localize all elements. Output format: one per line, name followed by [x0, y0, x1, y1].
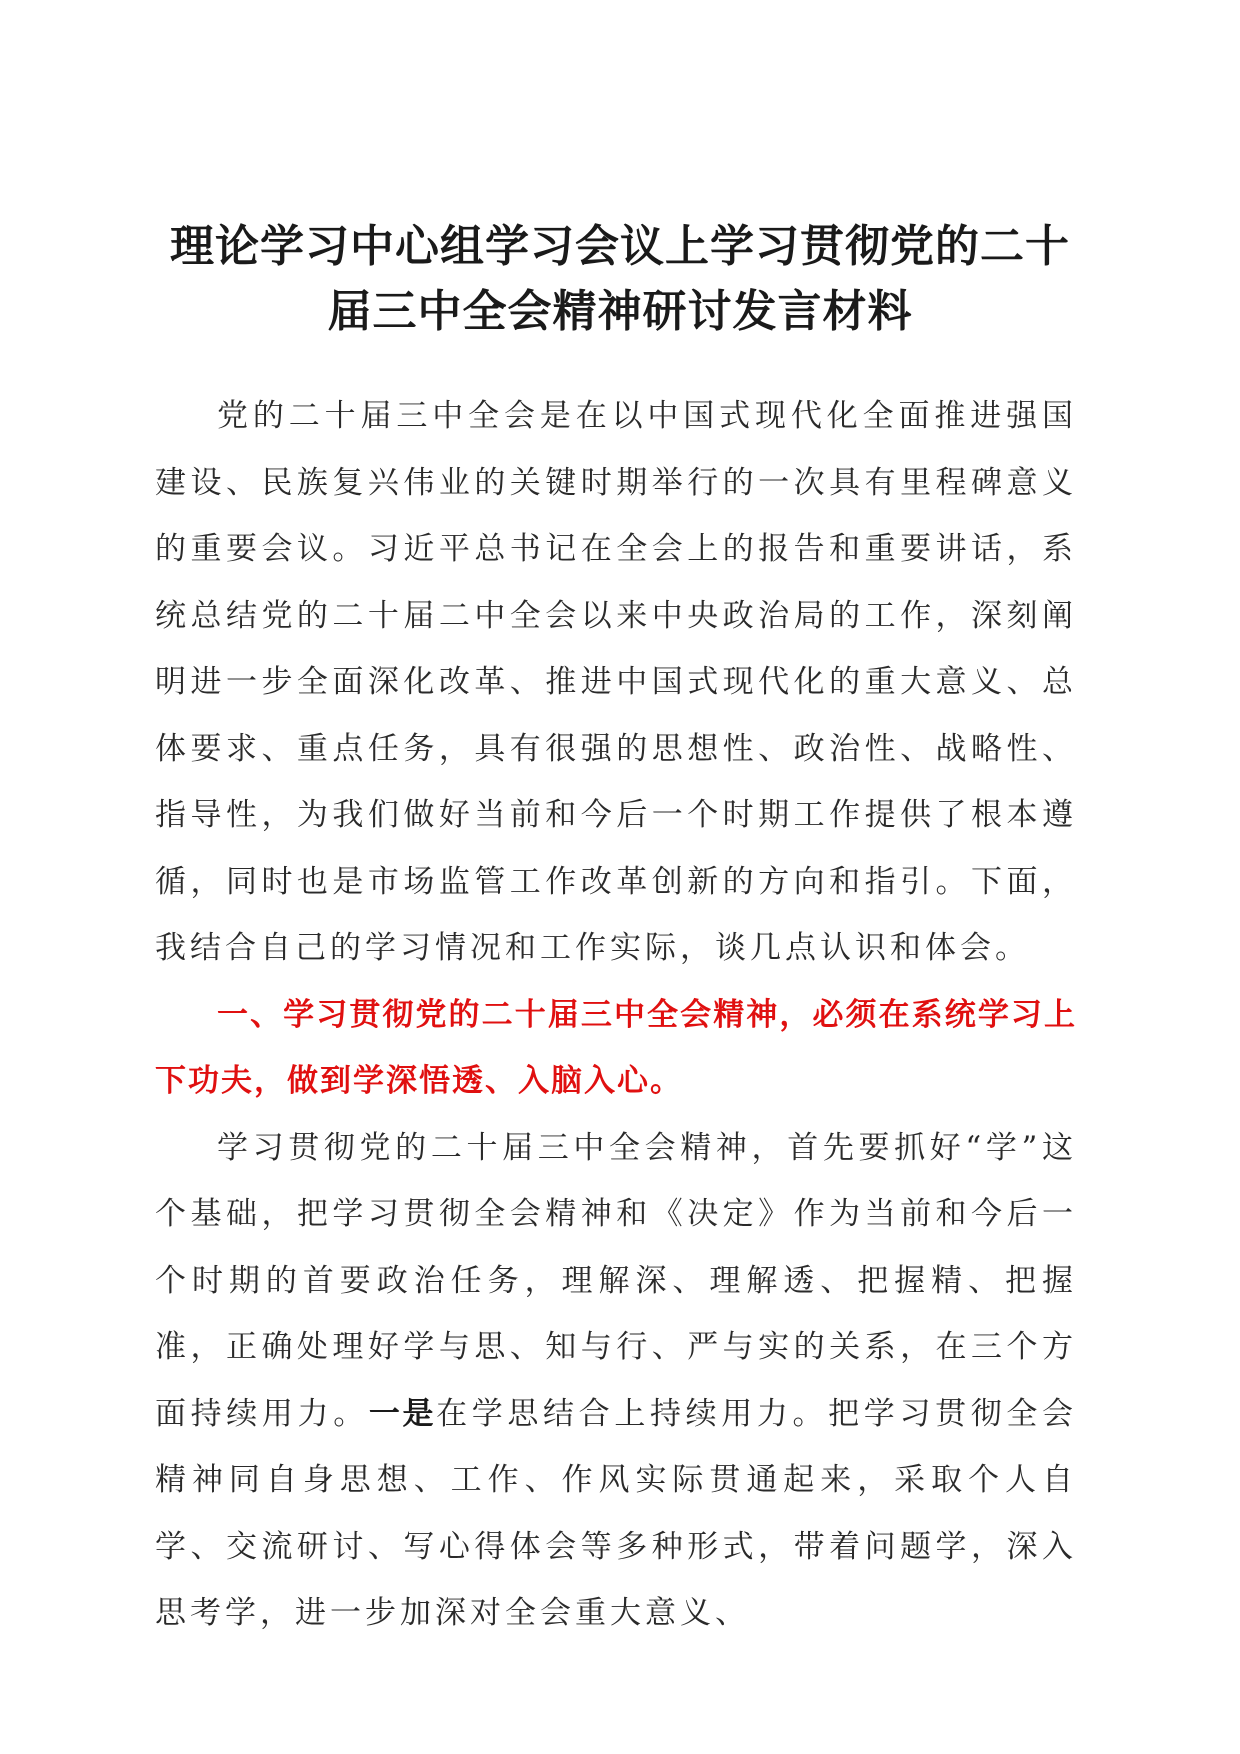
intro-paragraph: 党的二十届三中全会是在以中国式现代化全面推进强国建设、民族复兴伟业的关键时期举行的一次具有里程碑意义的重要会议。习近平总书记在全会上的报告和重要讲话，系统总结党的二十届二中全会以来中央政治局的工作，深刻阐明进一步全面深化改革、推进中国式现代化的重大意义、总体要求、重点任务，具有很强的思想性、政治性、战略性、指导性，为我们做好当前和今后一个时期工作提供了根本遵循，同时也是市场监管工作改革创新的方向和指引。下面，我结合自己的学习情况和工作实际，谈几点认识和体会。: [155, 398, 1077, 966]
section-1-paragraph-text-a: 学习贯彻党的二十届三中全会精神，首先要抓好“学”这个基础，把学习贯彻全会精神和《决定》作为当前和今后一个时期的首要政治任务，理解深、理解透、把握精、把握准，正确处理好学与思、知与行、严与实的关系，在三个方面持续用力。: [155, 1129, 1077, 1432]
section-1-paragraph-text-b: 在学思结合上持续用力。把学习贯彻全会精神同自身思想、工作、作风实际贯通起来，采取个人自学、交流研讨、写心得体会等多种形式，带着问题学，深入思考学，进一步加深对全会重大意义、: [155, 1395, 1078, 1631]
section-heading-1: 一、学习贯彻党的二十届三中全会精神，必须在系统学习上下功夫，做到学深悟透、入脑入心。: [155, 996, 1077, 1099]
document-body: [155, 383, 1077, 1647]
section-1-paragraph: [155, 1115, 1077, 1647]
document-title-line-2: 届三中全会精神研讨发言材料: [327, 286, 913, 337]
document-title-line-1: 理论学习中心组学习会议上学习贯彻党的二十: [170, 221, 1070, 272]
document-title: [140, 214, 1100, 344]
section-1-emphasis: 一是: [368, 1395, 437, 1432]
